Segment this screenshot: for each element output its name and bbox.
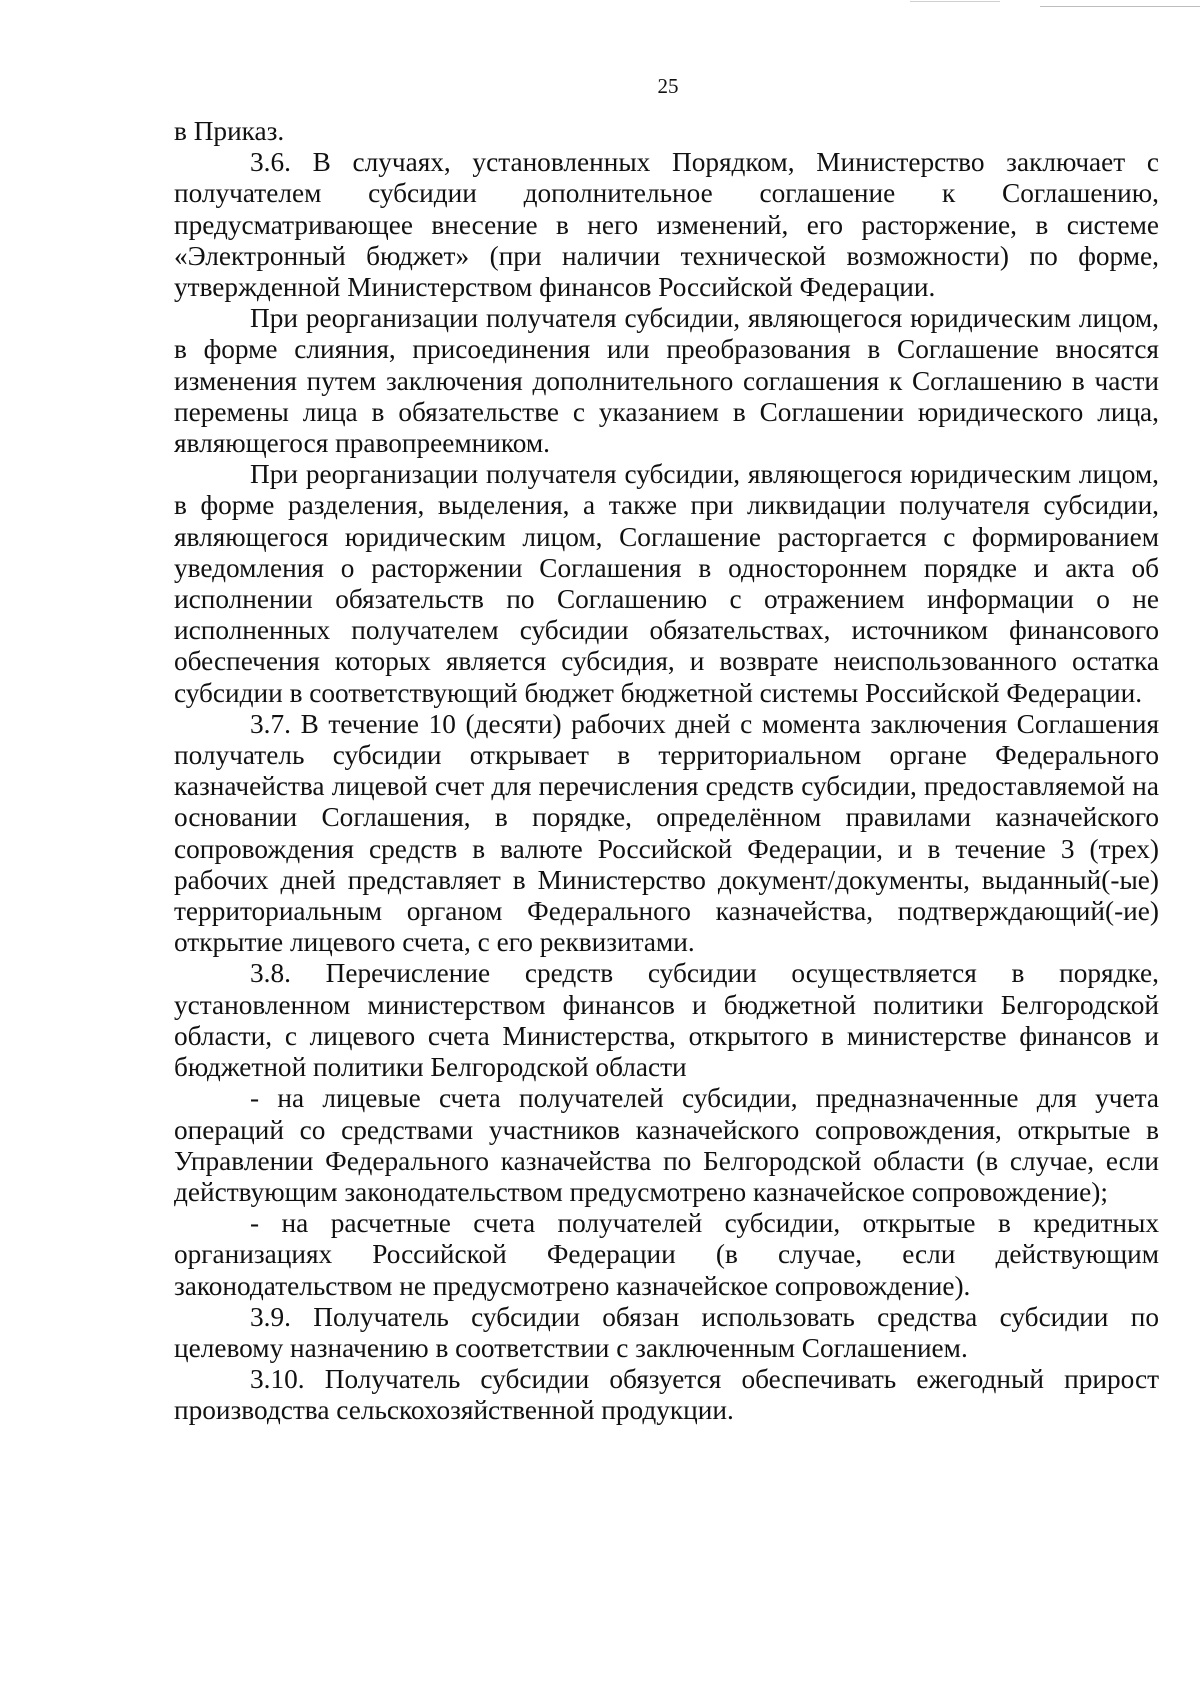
list-item-settlement-accounts: - на расчетные счета получателей субсидии, открытые в кредитных организациях Российской Федерации (в случае, если действующим законодательством не предусмотрено казначейское сопровождение). (174, 1208, 1159, 1301)
paragraph-3-8: 3.8. Перечисление средств субсидии осуществляется в порядке, установленном министерством финансов и бюджетной политики Белгородской области, с лицевого счета Министерства, открытого в министерстве финансов и бюджетной политики Белгородской области (174, 958, 1159, 1083)
paragraph-3-7: 3.7. В течение 10 (десяти) рабочих дней с момента заключения Соглашения получатель субсидии открывает в территориальном органе Федерального казначейства лицевой счет для перечисления средств субсидии, предоставляемой на основании Соглашения, в порядке, определённом правилами казначейского сопровождения средств в валюте Российской Федерации, и в течение 3 (трех) рабочих дней представляет в Министерство документ/документы, выданный(-ые) территориальным органом Федерального казначейства, подтверждающий(-ие) открытие лицевого счета, с его реквизитами. (174, 708, 1159, 958)
paragraph-3-6: 3.6. В случаях, установленных Порядком, Министерство заключает с получателем субсидии дополнительное соглашение к Соглашению, предусматривающее внесение в него изменений, его расторжение, в системе «Электронный бюджет» (при наличии технической возможности) по форме, утвержденной Министерством финансов Российской Федерации. (174, 147, 1159, 303)
scan-artifact-line (910, 1, 1000, 2)
paragraph-continuation: в Приказ. (174, 116, 285, 146)
paragraph-3-10: 3.10. Получатель субсидии обязуется обеспечивать ежегодный прирост производства сельскохозяйственной продукции. (174, 1364, 1159, 1426)
paragraph-reorganization-division: При реорганизации получателя субсидии, являющегося юридическим лицом, в форме разделения, выделения, а также при ликвидации получателя субсидии, являющегося юридическим лицом, Соглашение расторгается с формированием уведомления о расторжении Соглашения в одностороннем порядке и акта об исполнении обязательств по Соглашению с отражением информации о не исполненных получателем субсидии обязательствах, источником финансового обеспечения которых является субсидия, и возврате неиспользованного остатка субсидии в соответствующий бюджет бюджетной системы Российской Федерации. (174, 459, 1159, 708)
document-body (174, 116, 1159, 1427)
scan-artifact-line (1040, 6, 1200, 7)
paragraph-3-9: 3.9. Получатель субсидии обязан использовать средства субсидии по целевому назначению в соответствии с заключенным Соглашением. (174, 1301, 1159, 1363)
list-item-personal-accounts: - на лицевые счета получателей субсидии, предназначенные для учета операций со средствами участников казначейского сопровождения, открытые в Управлении Федерального казначейства по Белгородской области (в случае, если действующим законодательством предусмотрено казначейское сопровождение); (174, 1083, 1159, 1207)
paragraph-reorganization-merge: При реорганизации получателя субсидии, являющегося юридическим лицом, в форме слияния, присоединения или преобразования в Соглашение вносятся изменения путем заключения дополнительного соглашения к Соглашению в части перемены лица в обязательстве с указанием в Соглашении юридического лица, являющегося правопреемником. (174, 303, 1159, 459)
page-number: 25 (657, 74, 679, 98)
